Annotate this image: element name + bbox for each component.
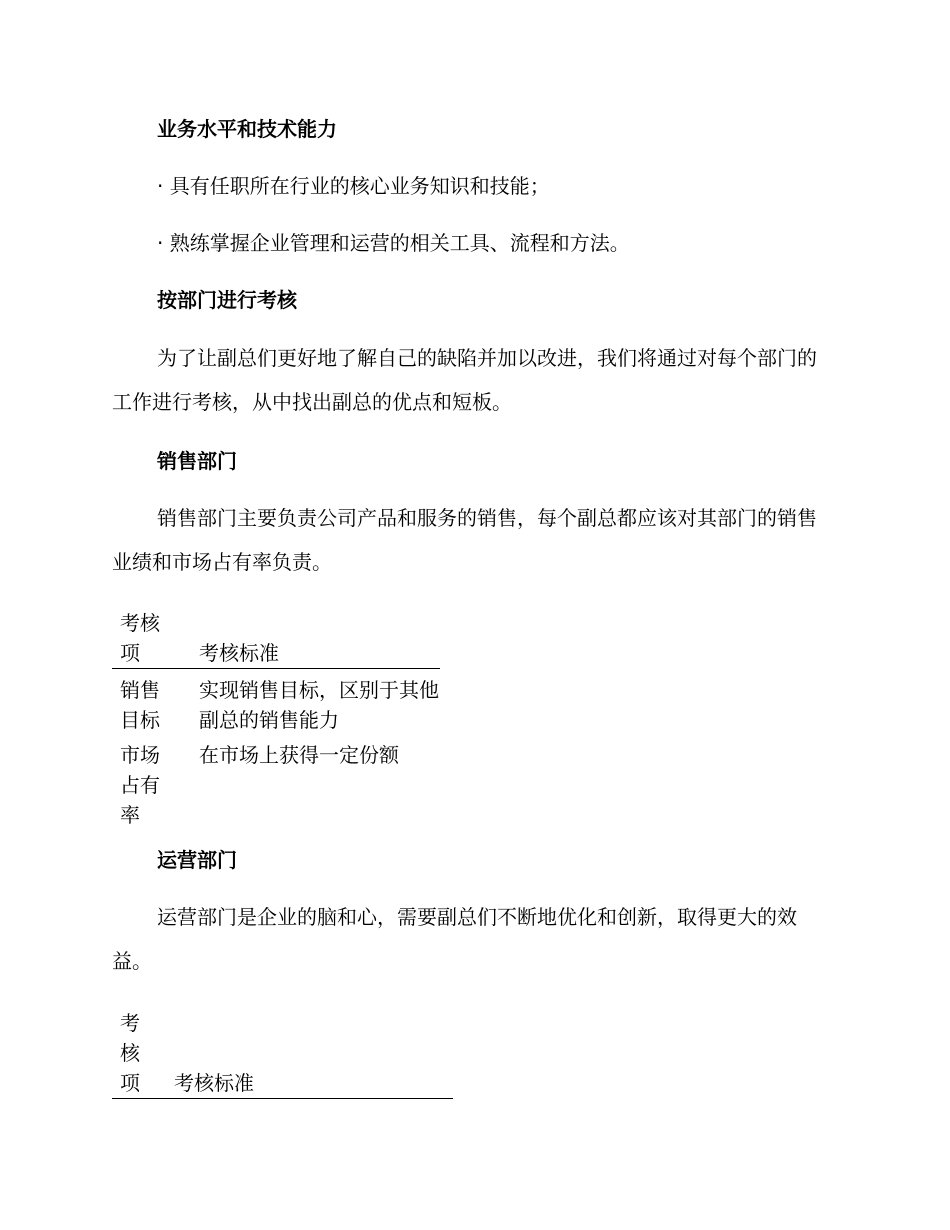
table-header-row xyxy=(112,608,440,669)
table-row xyxy=(112,669,440,736)
table-cell-standard: 在市场上获得一定份额 xyxy=(199,743,399,767)
paragraph-ops xyxy=(112,895,832,983)
table-cell-item: 市场占有率 xyxy=(120,743,160,827)
sales-assessment-table xyxy=(112,608,440,830)
header-cell-item: 考核项 xyxy=(112,1008,174,1099)
header-cell-standard: 考核标准 xyxy=(199,608,440,669)
ops-assessment-table xyxy=(112,1008,453,1099)
table-row xyxy=(112,735,440,830)
section-heading-ops: 运营部门 xyxy=(157,848,237,872)
paragraph-text: 销售部门主要负责公司产品和服务的销售，每个副总都应该对其部门的销售业绩和市场占有率负责。 xyxy=(112,506,817,574)
bullet-item: · 具有任职所在行业的核心业务知识和技能； xyxy=(157,174,550,198)
table-cell-item: 销售目标 xyxy=(120,678,160,732)
paragraph-text: 为了让副总们更好地了解自己的缺陷并加以改进，我们将通过对每个部门的工作进行考核，从中找出副总的优点和短板。 xyxy=(112,346,817,414)
paragraph-dept-review xyxy=(112,336,832,424)
bullet-item: · 熟练掌握企业管理和运营的相关工具、流程和方法。 xyxy=(157,231,630,255)
paragraph-sales xyxy=(112,496,832,584)
table-header-row xyxy=(112,1008,453,1099)
header-cell-standard: 考核标准 xyxy=(174,1008,453,1099)
section-heading-sales: 销售部门 xyxy=(157,449,237,473)
header-cell-item: 考核项 xyxy=(112,608,199,669)
table-cell-standard: 实现销售目标，区别于其他副总的销售能力 xyxy=(199,678,439,732)
paragraph-text: 运营部门是企业的脑和心，需要副总们不断地优化和创新，取得更大的效益。 xyxy=(112,905,797,973)
section-heading-skills: 业务水平和技术能力 xyxy=(157,117,337,141)
section-heading-dept-review: 按部门进行考核 xyxy=(157,288,297,312)
